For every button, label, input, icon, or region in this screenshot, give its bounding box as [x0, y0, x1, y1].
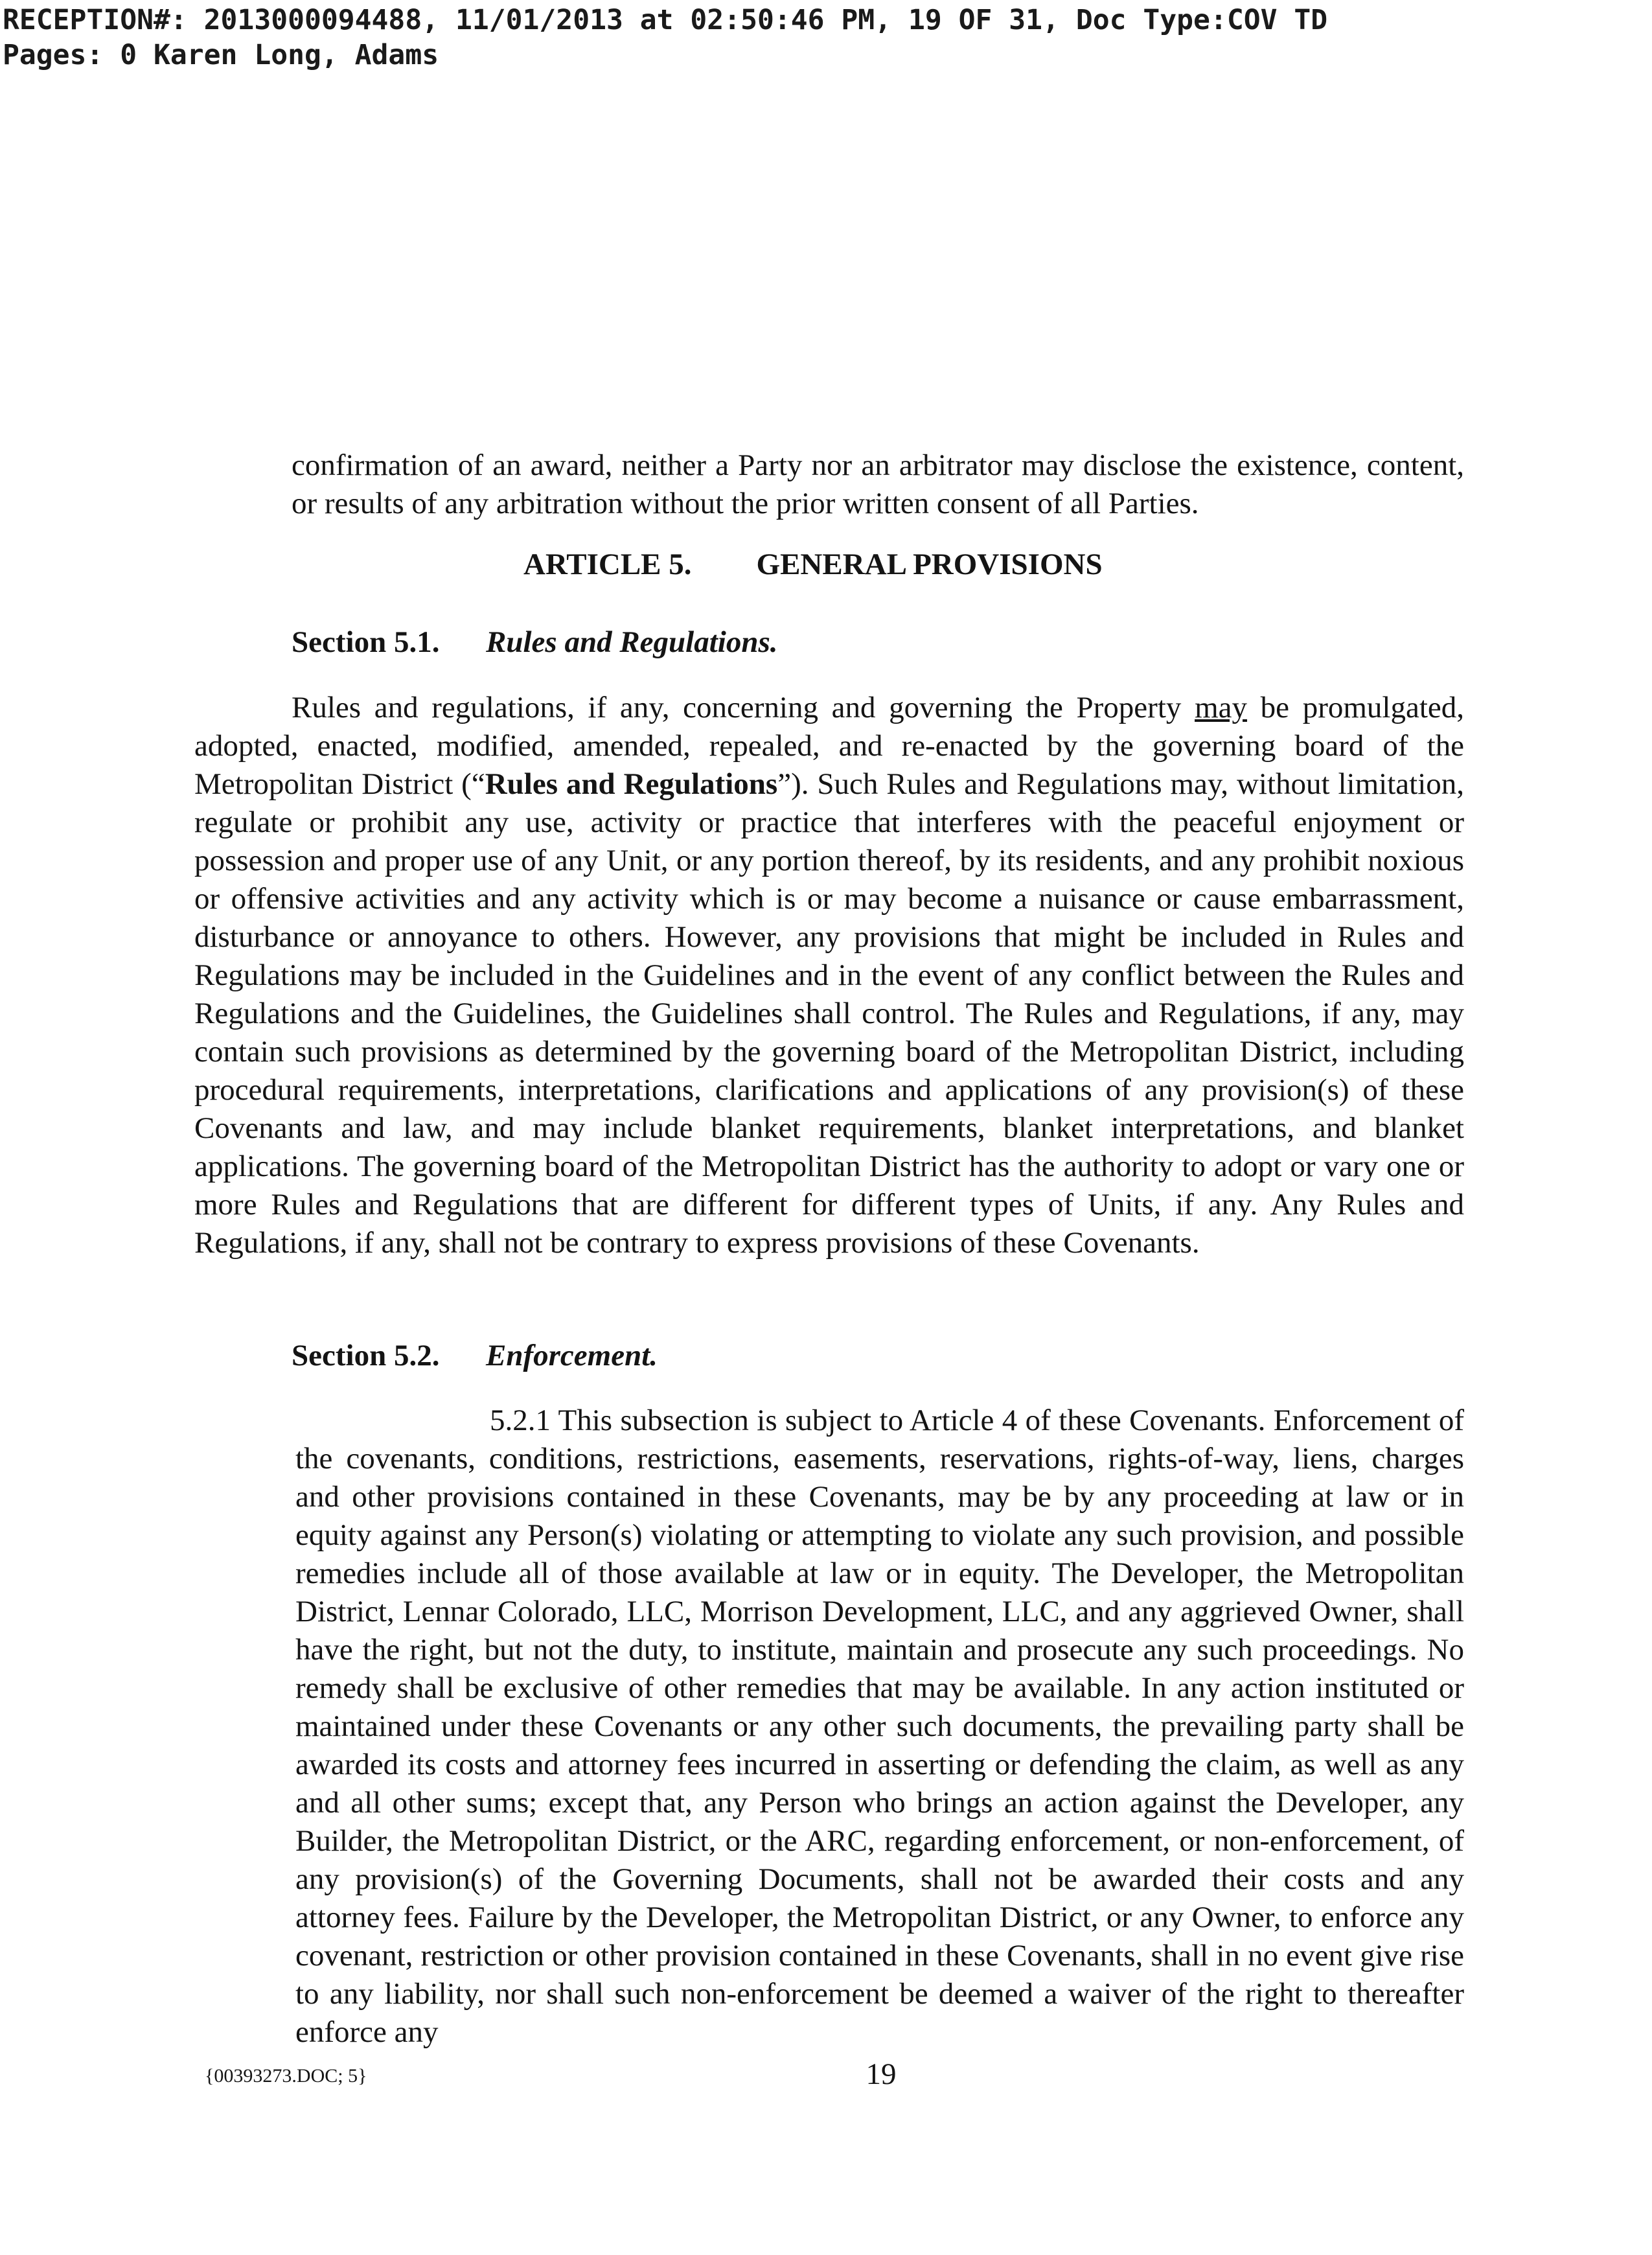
article-heading — [523, 546, 1301, 584]
section-5-1-heading — [292, 623, 778, 662]
recording-stamp-line-2: Pages: 0 Karen Long, Adams — [3, 39, 439, 71]
section-5-1-text-start: Rules and regulations, if any, concerning and governing the Property — [292, 691, 1195, 724]
section-5-1-underlined-may: may — [1195, 691, 1247, 724]
subsection-5-2-1-number: 5.2.1 — [490, 1404, 551, 1437]
section-5-1-text-middle: be promulgated, adopted, enacted, modified, amended, repealed, and re-enacted by the governing board of the Metropolitan District (“ — [194, 691, 1464, 801]
recording-stamp-line-1: RECEPTION#: 2013000094488, 11/01/2013 at 02:50:46 PM, 19 OF 31, Doc Type:COV TD — [3, 4, 1328, 36]
section-5-1-number: Section 5.1. — [292, 625, 440, 659]
footer-document-reference: {00393273.DOC; 5} — [205, 2065, 367, 2087]
article-number: ARTICLE 5. — [523, 548, 692, 581]
section-5-2-number: Section 5.2. — [292, 1339, 440, 1372]
footer-page-number: 19 — [866, 2057, 897, 2091]
section-5-1-title: Rules and Regulations. — [486, 625, 778, 659]
subsection-5-2-1-text: This subsection is subject to Article 4 of these Covenants. Enforcement of the covenants, conditions, restrictions, easements, reservations, rights-of-way, liens, charges and other provisions contained in these Covenants, may be by any proceeding at law or in equity against any Person(s) violating or attempting to violate any such provision, and possible remedies include all of those available at law or in equity. The Developer, the Metropolitan District, Lennar Colorado, LLC, Morrison Development, LLC, and any aggrieved Owner, shall have the right, but not the duty, to institute, maintain and prosecute any such proceedings. No remedy shall be exclusive of other remedies that may be available. In any action instituted or maintained under these Covenants or any other such documents, the prevailing party shall be awarded its costs and attorney fees incurred in asserting or defending the claim, as well as any and all other sums; except that, any Person who brings an action against the Developer, any Builder, the Metropolitan District, or the ARC, regarding enforcement, or non-enforcement, of any provision(s) of the Governing Documents, shall not be awarded their costs and any attorney fees. Failure by the Developer, the Metropolitan District, or any Owner, to enforce any covenant, restriction or other provision contained in these Covenants, shall in no event give rise to any liability, nor shall such non-enforcement be deemed a waiver of the right to thereafter enforce any — [295, 1404, 1464, 2049]
subsection-5-2-1-paragraph — [295, 1402, 1464, 2052]
section-5-1-text-end: ”). Such Rules and Regulations may, without limitation, regulate or prohibit any use, activity or practice that interferes with the peaceful enjoyment or possession and proper use of any Unit, or any portion thereof, by its residents, and any prohibit noxious or offensive activities and any activity which is or may become a nuisance or cause embarrassment, disturbance or annoyance to others. However, any provisions that might be included in Rules and Regulations may be included in the Guidelines and in the event of any conflict between the Rules and Regulations and the Guidelines, the Guidelines shall control. The Rules and Regulations, if any, may contain such provisions as determined by the governing board of the Metropolitan District, including procedural requirements, interpretations, clarifications and applications of any provision(s) of these Covenants and law, and may include blanket requirements, blanket interpretations, and blanket applications. The governing board of the Metropolitan District has the authority to adopt or vary one or more Rules and Regulations that are different for different types of Units, if any. Any Rules and Regulations, if any, shall not be contrary to express provisions of these Covenants. — [194, 767, 1464, 1260]
article-title: GENERAL PROVISIONS — [756, 548, 1103, 581]
section-5-2-heading — [292, 1337, 658, 1375]
section-5-2-title: Enforcement. — [486, 1339, 658, 1372]
section-5-1-defined-term: Rules and Regulations — [485, 767, 778, 801]
section-5-1-paragraph — [194, 689, 1464, 1262]
intro-paragraph: confirmation of an award, neither a Party nor an arbitrator may disclose the existence, content, or results of any arbitration without the prior written consent of all Parties. — [292, 448, 1464, 520]
